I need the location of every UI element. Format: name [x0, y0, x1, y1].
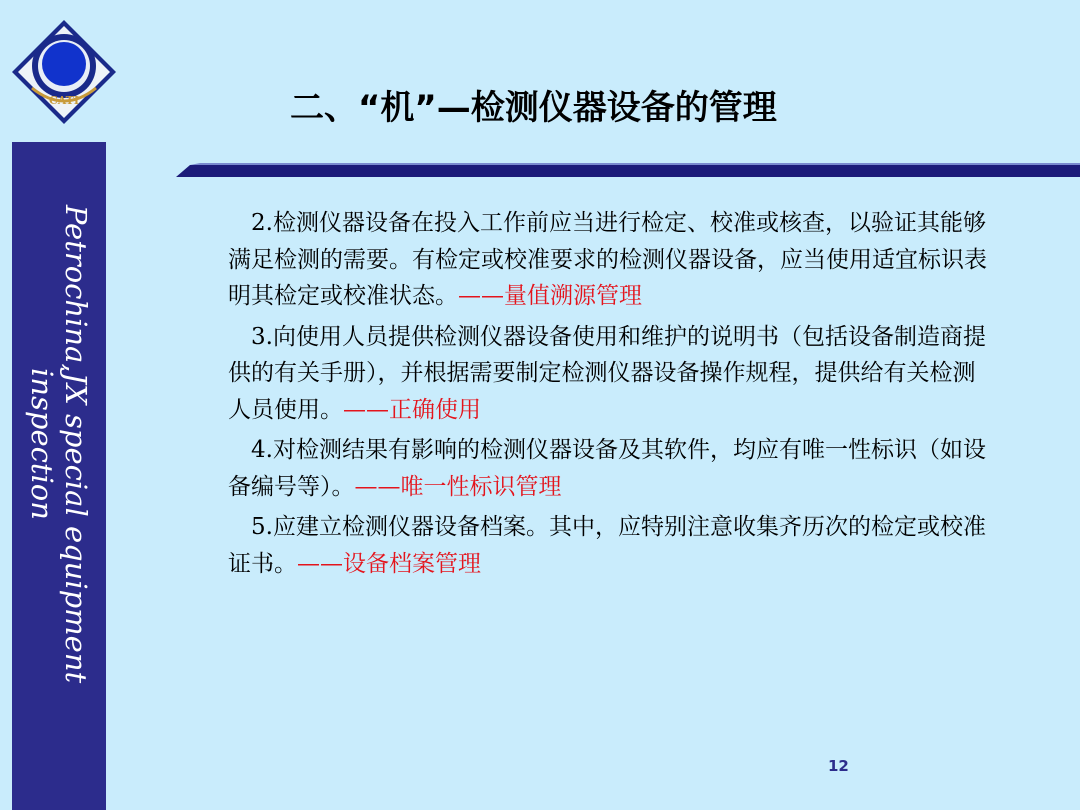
item-note: ——正确使用 [343, 396, 481, 423]
sidebar-caption-line2: inspection [25, 368, 59, 520]
list-item [228, 509, 988, 582]
item-text: 2.检测仪器设备在投入工作前应当进行检定、校准或核查，以验证其能够满足检测的需要。有检定或校准要求的检测仪器设备，应当使用适宜标识表明其检定或校准状态。 [228, 210, 987, 309]
list-item [228, 432, 988, 505]
item-note: ——量值溯源管理 [458, 283, 642, 309]
item-note: ——设备档案管理 [297, 550, 481, 577]
list-item [228, 205, 988, 315]
list-item [228, 319, 988, 429]
company-logo [10, 18, 118, 126]
page-title: 二、“机”—检测仪器设备的管理 [290, 88, 777, 128]
item-text: 3.向使用人员提供检测仪器设备使用和维护的说明书（包括设备制造商提供的有关手册），并根据需要制定检测仪器设备操作规程，提供给有关检测人员使用。 [228, 323, 986, 423]
item-text: 5.应建立检测仪器设备档案。其中，应特别注意收集齐历次的检定或校准证书。 [228, 514, 986, 577]
sidebar-caption-line1: Petrochina,JX special equipment [59, 204, 93, 684]
logo-text: CATI [48, 94, 80, 107]
item-text: 4.对检测结果有影响的检测仪器设备及其软件，均应有唯一性标识（如设备编号等）。 [228, 437, 986, 500]
page-number: 12 [828, 757, 849, 775]
title-underline [176, 163, 1080, 177]
content-body [228, 205, 988, 586]
item-note: ——唯一性标识管理 [354, 473, 562, 500]
